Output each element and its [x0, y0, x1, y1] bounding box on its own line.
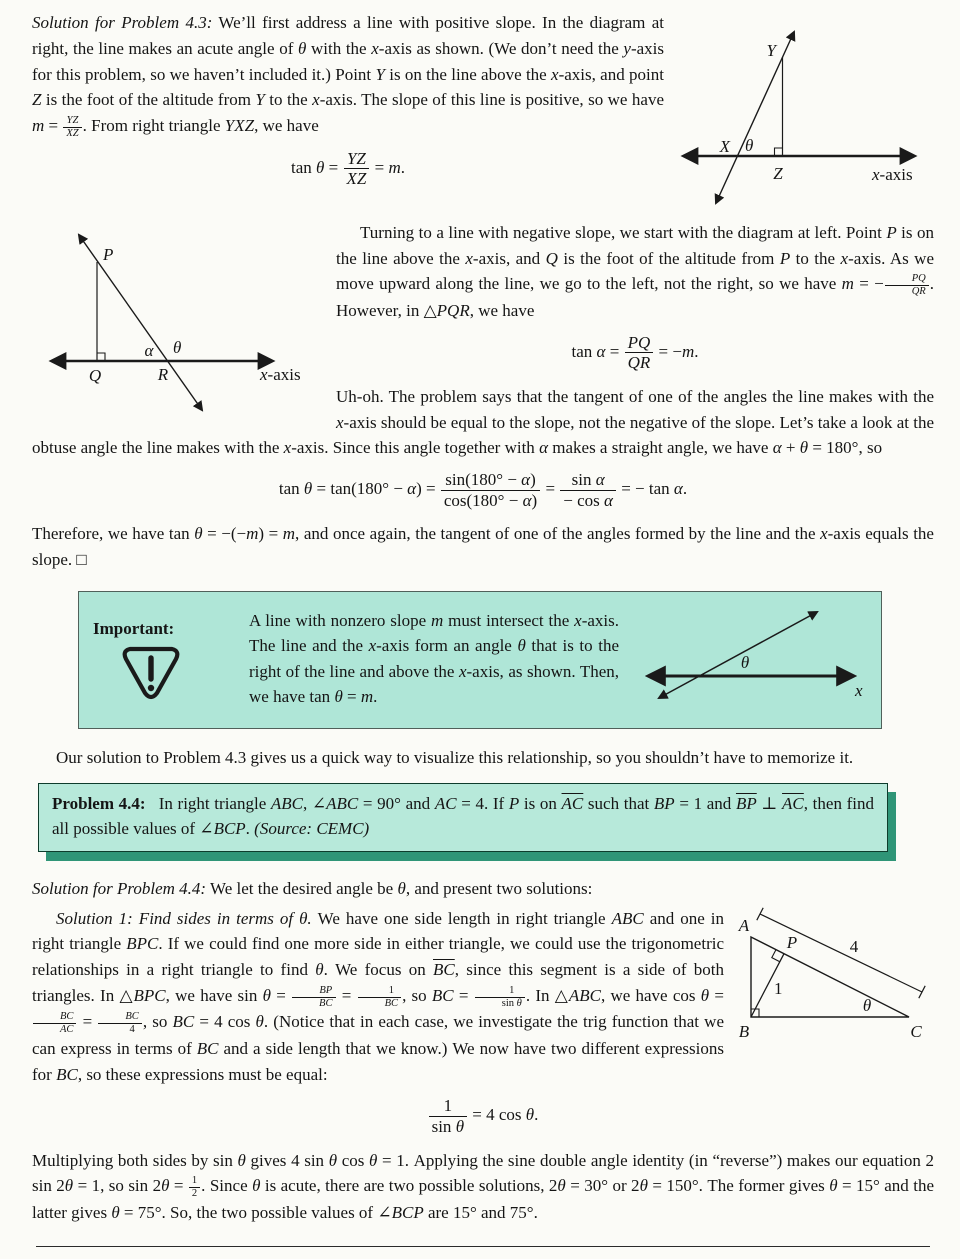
paragraph-solution-4-4-intro: Solution for Problem 4.4: We let the desired angle be θ, and present two solutions:: [32, 878, 593, 898]
page-bottom-rule: [36, 1246, 930, 1247]
important-label: Important:: [93, 619, 175, 639]
warning-icon: [121, 644, 181, 702]
paragraph-multiplying: Multiplying both sides by sin θ gives 4 sin θ cos θ = 1. Applying the sine double angle identity (in “reverse”) makes our equation 2 sin 2θ = 1, so sin 2θ = $\frac{1}{2}$ . Since θ is acute, there are two possible solutions, 2θ = 30° or 2θ = 150°. The former gives θ = 15° and the latter gives θ = 75°. So, the two possible values of ∠BCP are 15° and 75°.: [32, 1150, 934, 1222]
paragraph-solution-1: Solution 1: Find sides in terms of θ. We have one side length in right triangle ABC and one in right triangle BPC. If we could find one more side in either triangle, we could use the trigonometric relationships in a right triangle to find θ. We focus on $\overline{BC}$, since this segment is a side of both triangles. In △BPC, we have sin θ = $\frac{BP}{BC}$ = $\frac{1}{BC}$ , so BC = $\frac{1}{\text{sin θ}}$ . In △ABC, we have cos θ = $\frac{BC}{AC}$ = $\frac{BC}{4}$ , so BC = 4 cos θ. (Notice that in each case, we investigate the trig function that we can express in terms of BC and a side length that we know.) We now have two different expressions for BC, so these expressions must be equal:: [32, 908, 725, 1084]
diagram-negative-slope: [32, 222, 324, 420]
triangle-ABC: [751, 937, 909, 1017]
label-R: R: [157, 364, 169, 384]
label-theta: θ: [862, 995, 872, 1015]
label-P: P: [786, 932, 798, 952]
equation-tan-identity: tan θ = tan(180° − α) = $\frac{\sin(180^\circ - \alpha)}{\cos(180^\circ - \alpha)}$ = $\frac{\text{sin α}}{\text{− cos α}}$ = − tan α.: [278, 470, 688, 510]
dimension-line-4: [760, 914, 922, 992]
problem-4-4-text: Problem 4.4: In right triangle ABC, ∠ABC = 90° and AC = 4. If P is on $\overline{AC}$ such that BP = 1 and $\overline{BP}$ ⊥ $\overline{AC}$, then find all possible values of ∠BCP. (Source: CEMC): [52, 793, 874, 839]
label-1: 1: [774, 978, 783, 998]
equation-tan-alpha: tan α = $\frac{PQ}{QR}$ = −m.: [571, 332, 699, 373]
label-x-axis: x-axis: [872, 165, 913, 184]
section-positive-slope: [32, 10, 934, 220]
label-theta: θ: [745, 136, 754, 155]
dimension-tick-end: [919, 985, 925, 997]
paragraph-turning-negative: Turning to a line with negative slope, we start with the diagram at left. Point P is on the line above the x-axis, and Q is the foot of the altitude from P to the x-axis. As we move upward along the line, we go to the left, not the right, so we have m = − $\frac{PQ}{QR}$ . However, in △PQR, we have: [336, 222, 934, 320]
paragraph-therefore: Therefore, we have tan θ = −(−m) = m, and once again, the tangent of one of the angles formed by the line and the x-axis equals the slope. □: [32, 524, 934, 570]
diagram-triangle-ABC: [734, 906, 934, 1062]
equation-one-over-sin: $\frac{1}{\text{sin θ}}$ = 4 cos θ.: [32, 1096, 934, 1136]
label-Z: Z: [773, 164, 783, 183]
diagram-positive-slope: [674, 10, 934, 218]
label-C: C: [910, 1021, 922, 1041]
equation-tan-theta: tan θ = $\frac{YZ}{XZ}$ = m.: [291, 148, 405, 189]
label-alpha: α: [144, 340, 154, 360]
label-A: A: [738, 915, 750, 935]
label-B: B: [738, 1021, 750, 1041]
label-P: P: [103, 244, 114, 264]
label-Y: Y: [766, 41, 776, 60]
slope-line: [659, 612, 817, 698]
label-Q: Q: [88, 365, 102, 385]
label-theta: θ: [740, 653, 750, 673]
important-callout: [78, 591, 882, 729]
label-4: 4: [849, 936, 859, 956]
problem-4-4-box: [38, 783, 888, 852]
label-x-axis: x-axis: [260, 364, 301, 384]
important-label-column: [93, 616, 241, 702]
diagram-angle-right-of-line: [627, 600, 869, 718]
right-angle-mark-Q: [97, 353, 105, 361]
angle-figure: [627, 600, 869, 710]
paragraph-our-solution: Our solution to Problem 4.3 gives us a quick way to visualize this relationship, so you shouldn’t have to memorize it.: [56, 747, 854, 767]
negative-slope-figure: [32, 222, 324, 412]
triangle-figure: [734, 906, 934, 1054]
paragraph-uh-oh: Uh-oh. The problem says that the tangent of one of the angles the line makes with the x-axis should be equal to the slope, not the negative of the slope. Let’s take a look at the obtuse angle the line makes with the x-axis. Since this angle together with α makes a straight angle, we have α + θ = 180°, so: [32, 386, 934, 458]
important-body-text: A line with nonzero slope m must intersect the x-axis. The line and the x-axis form an angle θ that is to the right of the line and above the x-axis, as shown. Then, we have tan θ = m.: [249, 610, 619, 707]
section-negative-slope: [32, 220, 934, 577]
dimension-tick-start: [757, 907, 763, 919]
label-X: X: [719, 137, 730, 156]
positive-slope-figure: [674, 10, 934, 210]
label-x: x: [855, 681, 863, 701]
section-solution-1: [32, 906, 934, 1230]
label-theta: θ: [173, 337, 182, 357]
paragraph-solution-4-3: Solution for Problem 4.3: We’ll first address a line with positive slope. In the diagram at right, the line makes an acute angle of θ with the x-axis as shown. (We don’t need the y-axis for this problem, so we haven’t included it.) Point Y is on the line above the x-axis, and point Z is the foot of the altitude from Y to the x-axis. The slope of this line is positive, so we have m = $\frac{YZ}{XZ}$ . From right triangle YXZ, we have: [32, 13, 664, 139]
